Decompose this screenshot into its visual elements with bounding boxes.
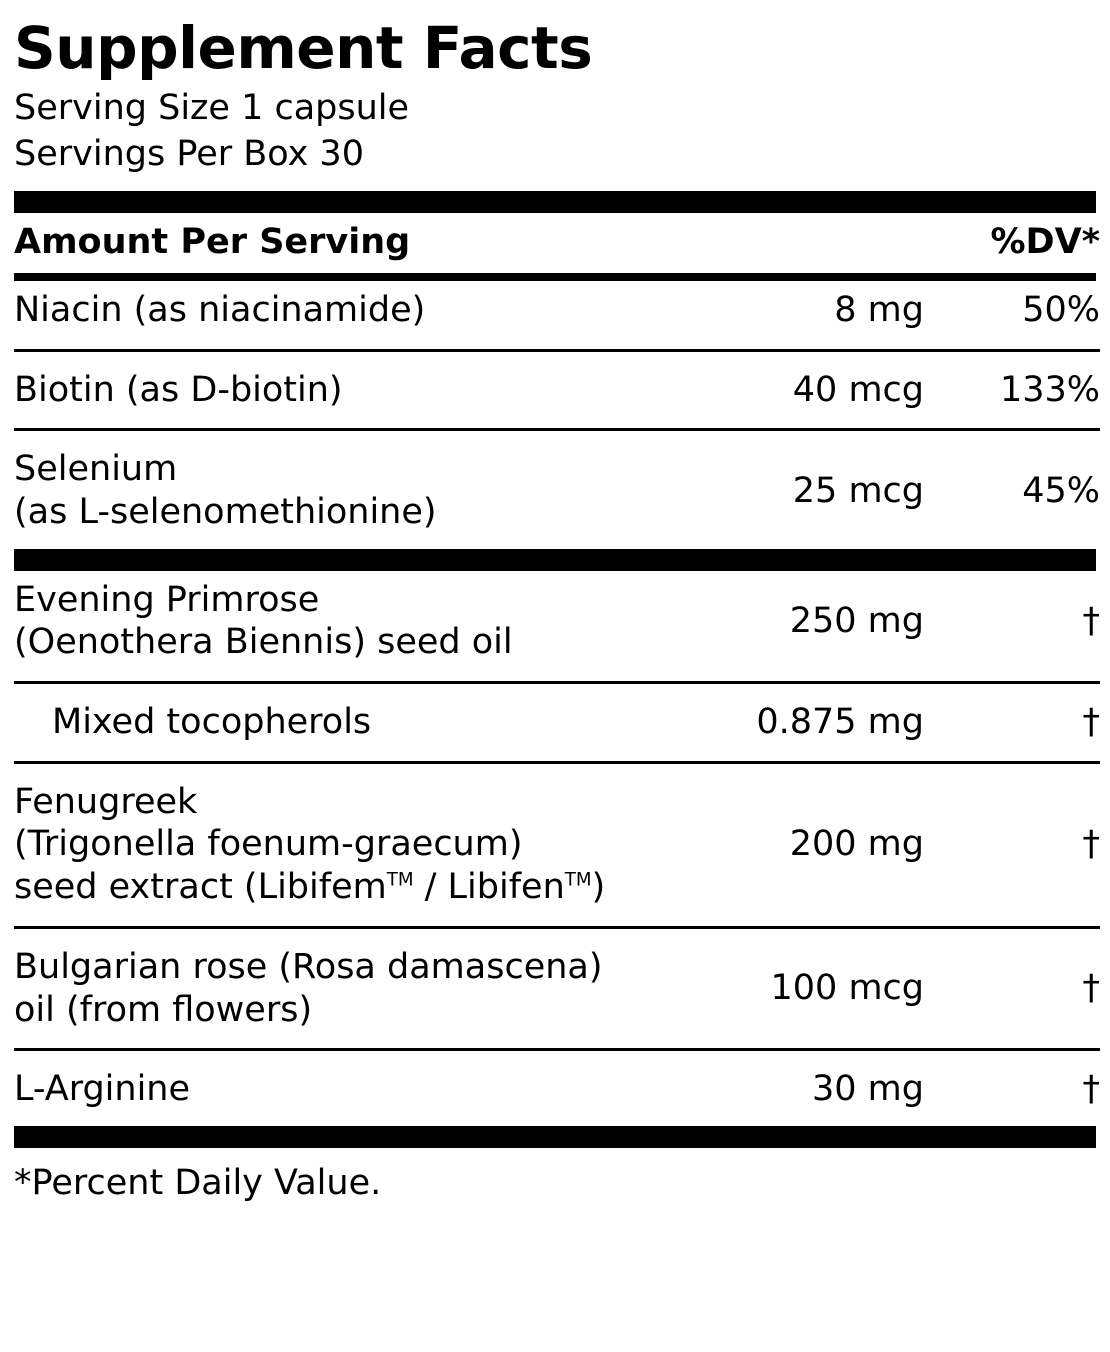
divider-thick-mid [14,549,1096,571]
ingredient-name: L-Arginine [14,1069,191,1110]
ingredient-dv: † [1082,601,1100,642]
facts-table-blend [14,571,1100,1120]
ingredient-name: Fenugreek (Trigonella foenum-graecum) seed extract (Libifem™ / Libifen™) [14,781,606,908]
ingredient-amount: 30 mg [812,1069,924,1110]
row-divider [14,1040,1100,1060]
nutrient-name-line1: Selenium [14,449,178,490]
ingredient-amount: 250 mg [789,601,924,642]
table-row [14,281,1100,341]
facts-table-header [14,213,1100,273]
divider-thick-bottom [14,1126,1096,1148]
nutrient-name: Niacin (as niacinamide) [14,289,426,330]
page-title: Supplement Facts [14,14,593,82]
ingredient-name: Mixed tocopherols [52,702,372,743]
nutrient-amount: 40 mcg [792,369,924,410]
table-row [14,361,1100,421]
facts-table-vitamins [14,281,1100,543]
table-row [14,440,1100,542]
ingredient-dv: † [1082,968,1100,1009]
row-divider [14,341,1100,361]
nutrient-dv: 133% [999,369,1100,410]
servings-per-container-text: Servings Per Box 30 [14,134,364,175]
row-divider [14,918,1100,938]
daily-value-label: %DV* [990,222,1100,263]
table-header-row [14,213,1100,273]
table-row [14,773,1100,918]
row-divider [14,753,1100,773]
nutrient-name-line2: (as L-selenomethionine) [14,492,437,533]
nutrient-dv: 45% [1022,470,1100,511]
table-row [14,693,1100,753]
divider-thick-top [14,191,1096,213]
amount-per-serving-label: Amount Per Serving [14,222,411,263]
ingredient-amount: 100 mcg [770,968,924,1009]
nutrient-amount: 8 mg [834,289,924,330]
ingredient-amount: 200 mg [789,824,924,865]
header-amount-spacer [674,213,942,273]
ingredient-dv: † [1082,1069,1100,1110]
footnote-text: *Percent Daily Value. [14,1162,382,1203]
nutrient-name: Biotin (as D-biotin) [14,369,343,410]
nutrient-dv: 50% [1022,289,1100,330]
row-divider [14,673,1100,693]
ingredient-name: Bulgarian rose (Rosa damascena) oil (from flowers) [14,946,603,1030]
ingredient-name: Evening Primrose (Oenothera Biennis) seed oil [14,579,513,663]
divider-under-header [14,273,1096,281]
serving-size-text: Serving Size 1 capsule [14,87,410,128]
table-row [14,1060,1100,1120]
ingredient-dv: † [1082,702,1100,743]
row-divider [14,420,1100,440]
table-row [14,571,1100,673]
nutrient-amount: 25 mcg [792,470,924,511]
table-row [14,938,1100,1040]
ingredient-amount: 0.875 mg [756,702,924,743]
ingredient-dv: † [1082,824,1100,865]
nutrient-name [14,440,674,542]
